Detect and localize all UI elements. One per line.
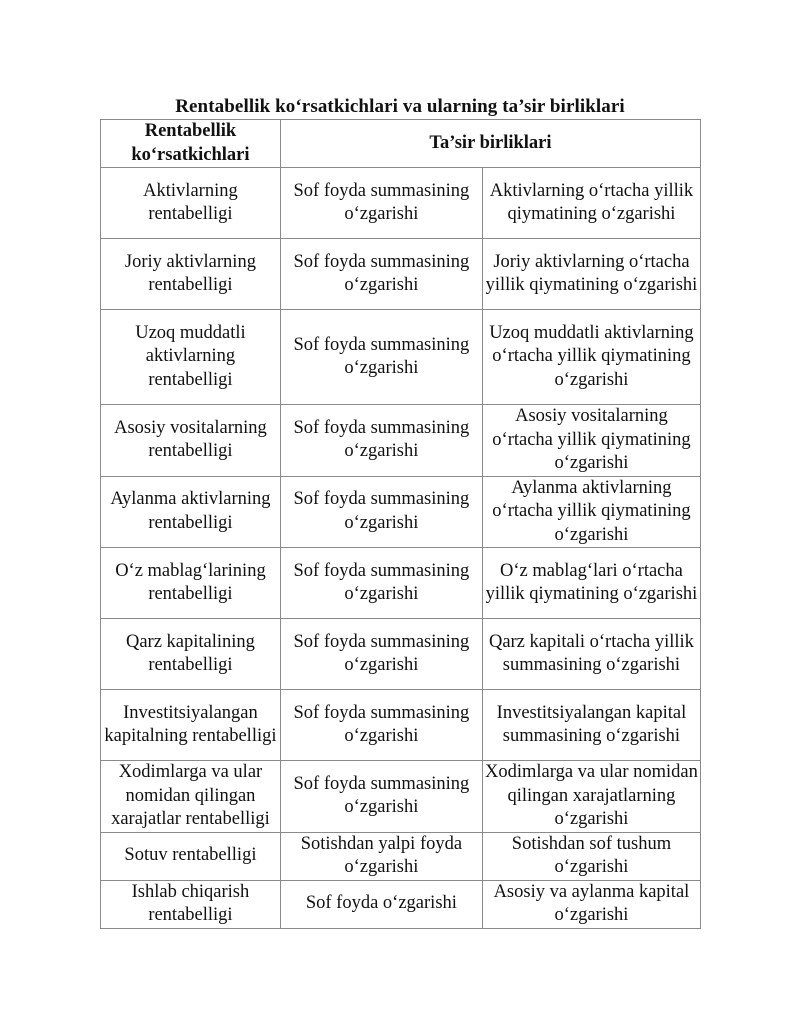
table-row [101,880,701,928]
factor1-cell: Sotishdan yalpi foyda o‘zgarishi [280,832,482,880]
factor1-cell: Sof foyda summasining o‘zgarishi [280,168,482,239]
indicator-cell: Qarz kapitalining rentabelligi [101,619,281,690]
table-row [101,690,701,761]
table-row [101,761,701,833]
factor2-cell: O‘z mablag‘lari o‘rtacha yillik qiymatining o‘zgarishi [482,548,700,619]
indicator-cell: Ishlab chiqarish rentabelligi [101,880,281,928]
factor1-cell: Sof foyda summasining o‘zgarishi [280,310,482,405]
indicator-cell: Aktivlarning rentabelligi [101,168,281,239]
factor2-cell: Sotishdan sof tushum o‘zgarishi [482,832,700,880]
table-row [101,239,701,310]
factor1-cell: Sof foyda summasining o‘zgarishi [280,405,482,477]
factor2-cell: Investitsiyalangan kapital summasining o‘zgarishi [482,690,700,761]
factor2-cell: Asosiy vositalarning o‘rtacha yillik qiymatining o‘zgarishi [482,405,700,477]
factor1-cell: Sof foyda summasining o‘zgarishi [280,239,482,310]
table-row [101,832,701,880]
factor2-cell: Xodimlarga va ular nomidan qilingan xarajatlarning o‘zgarishi [482,761,700,833]
table-row [101,168,701,239]
indicator-cell: Sotuv rentabelligi [101,832,281,880]
factor2-cell: Asosiy va aylanma kapital o‘zgarishi [482,880,700,928]
indicator-cell: Joriy aktivlarning rentabelligi [101,239,281,310]
indicator-cell: O‘z mablag‘larining rentabelligi [101,548,281,619]
indicator-cell: Investitsiyalangan kapitalning rentabelligi [101,690,281,761]
header-indicators: Rentabellik ko‘rsatkichlari [101,120,281,168]
indicator-cell: Asosiy vositalarning rentabelligi [101,405,281,477]
table-row [101,476,701,548]
factor2-cell: Aylanma aktivlarning o‘rtacha yillik qiymatining o‘zgarishi [482,476,700,548]
indicators-table [100,119,701,929]
indicator-cell: Aylanma aktivlarning rentabelligi [101,476,281,548]
indicator-cell: Xodimlarga va ular nomidan qilingan xarajatlar rentabelligi [101,761,281,833]
header-factors: Ta’sir birliklari [280,120,700,168]
factor2-cell: Uzoq muddatli aktivlarning o‘rtacha yillik qiymatining o‘zgarishi [482,310,700,405]
table-header-row [101,120,701,168]
factor2-cell: Qarz kapitali o‘rtacha yillik summasining o‘zgarishi [482,619,700,690]
factor1-cell: Sof foyda summasining o‘zgarishi [280,548,482,619]
factor1-cell: Sof foyda o‘zgarishi [280,880,482,928]
document-title: Rentabellik ko‘rsatkichlari va ularning ta’sir birliklari [175,96,625,117]
table-row [101,405,701,477]
table-row [101,548,701,619]
factor1-cell: Sof foyda summasining o‘zgarishi [280,619,482,690]
factor1-cell: Sof foyda summasining o‘zgarishi [280,476,482,548]
factor2-cell: Joriy aktivlarning o‘rtacha yillik qiymatining o‘zgarishi [482,239,700,310]
factor2-cell: Aktivlarning o‘rtacha yillik qiymatining o‘zgarishi [482,168,700,239]
factor1-cell: Sof foyda summasining o‘zgarishi [280,761,482,833]
factor1-cell: Sof foyda summasining o‘zgarishi [280,690,482,761]
table-row [101,619,701,690]
table-row [101,310,701,405]
indicator-cell: Uzoq muddatli aktivlarning rentabelligi [101,310,281,405]
